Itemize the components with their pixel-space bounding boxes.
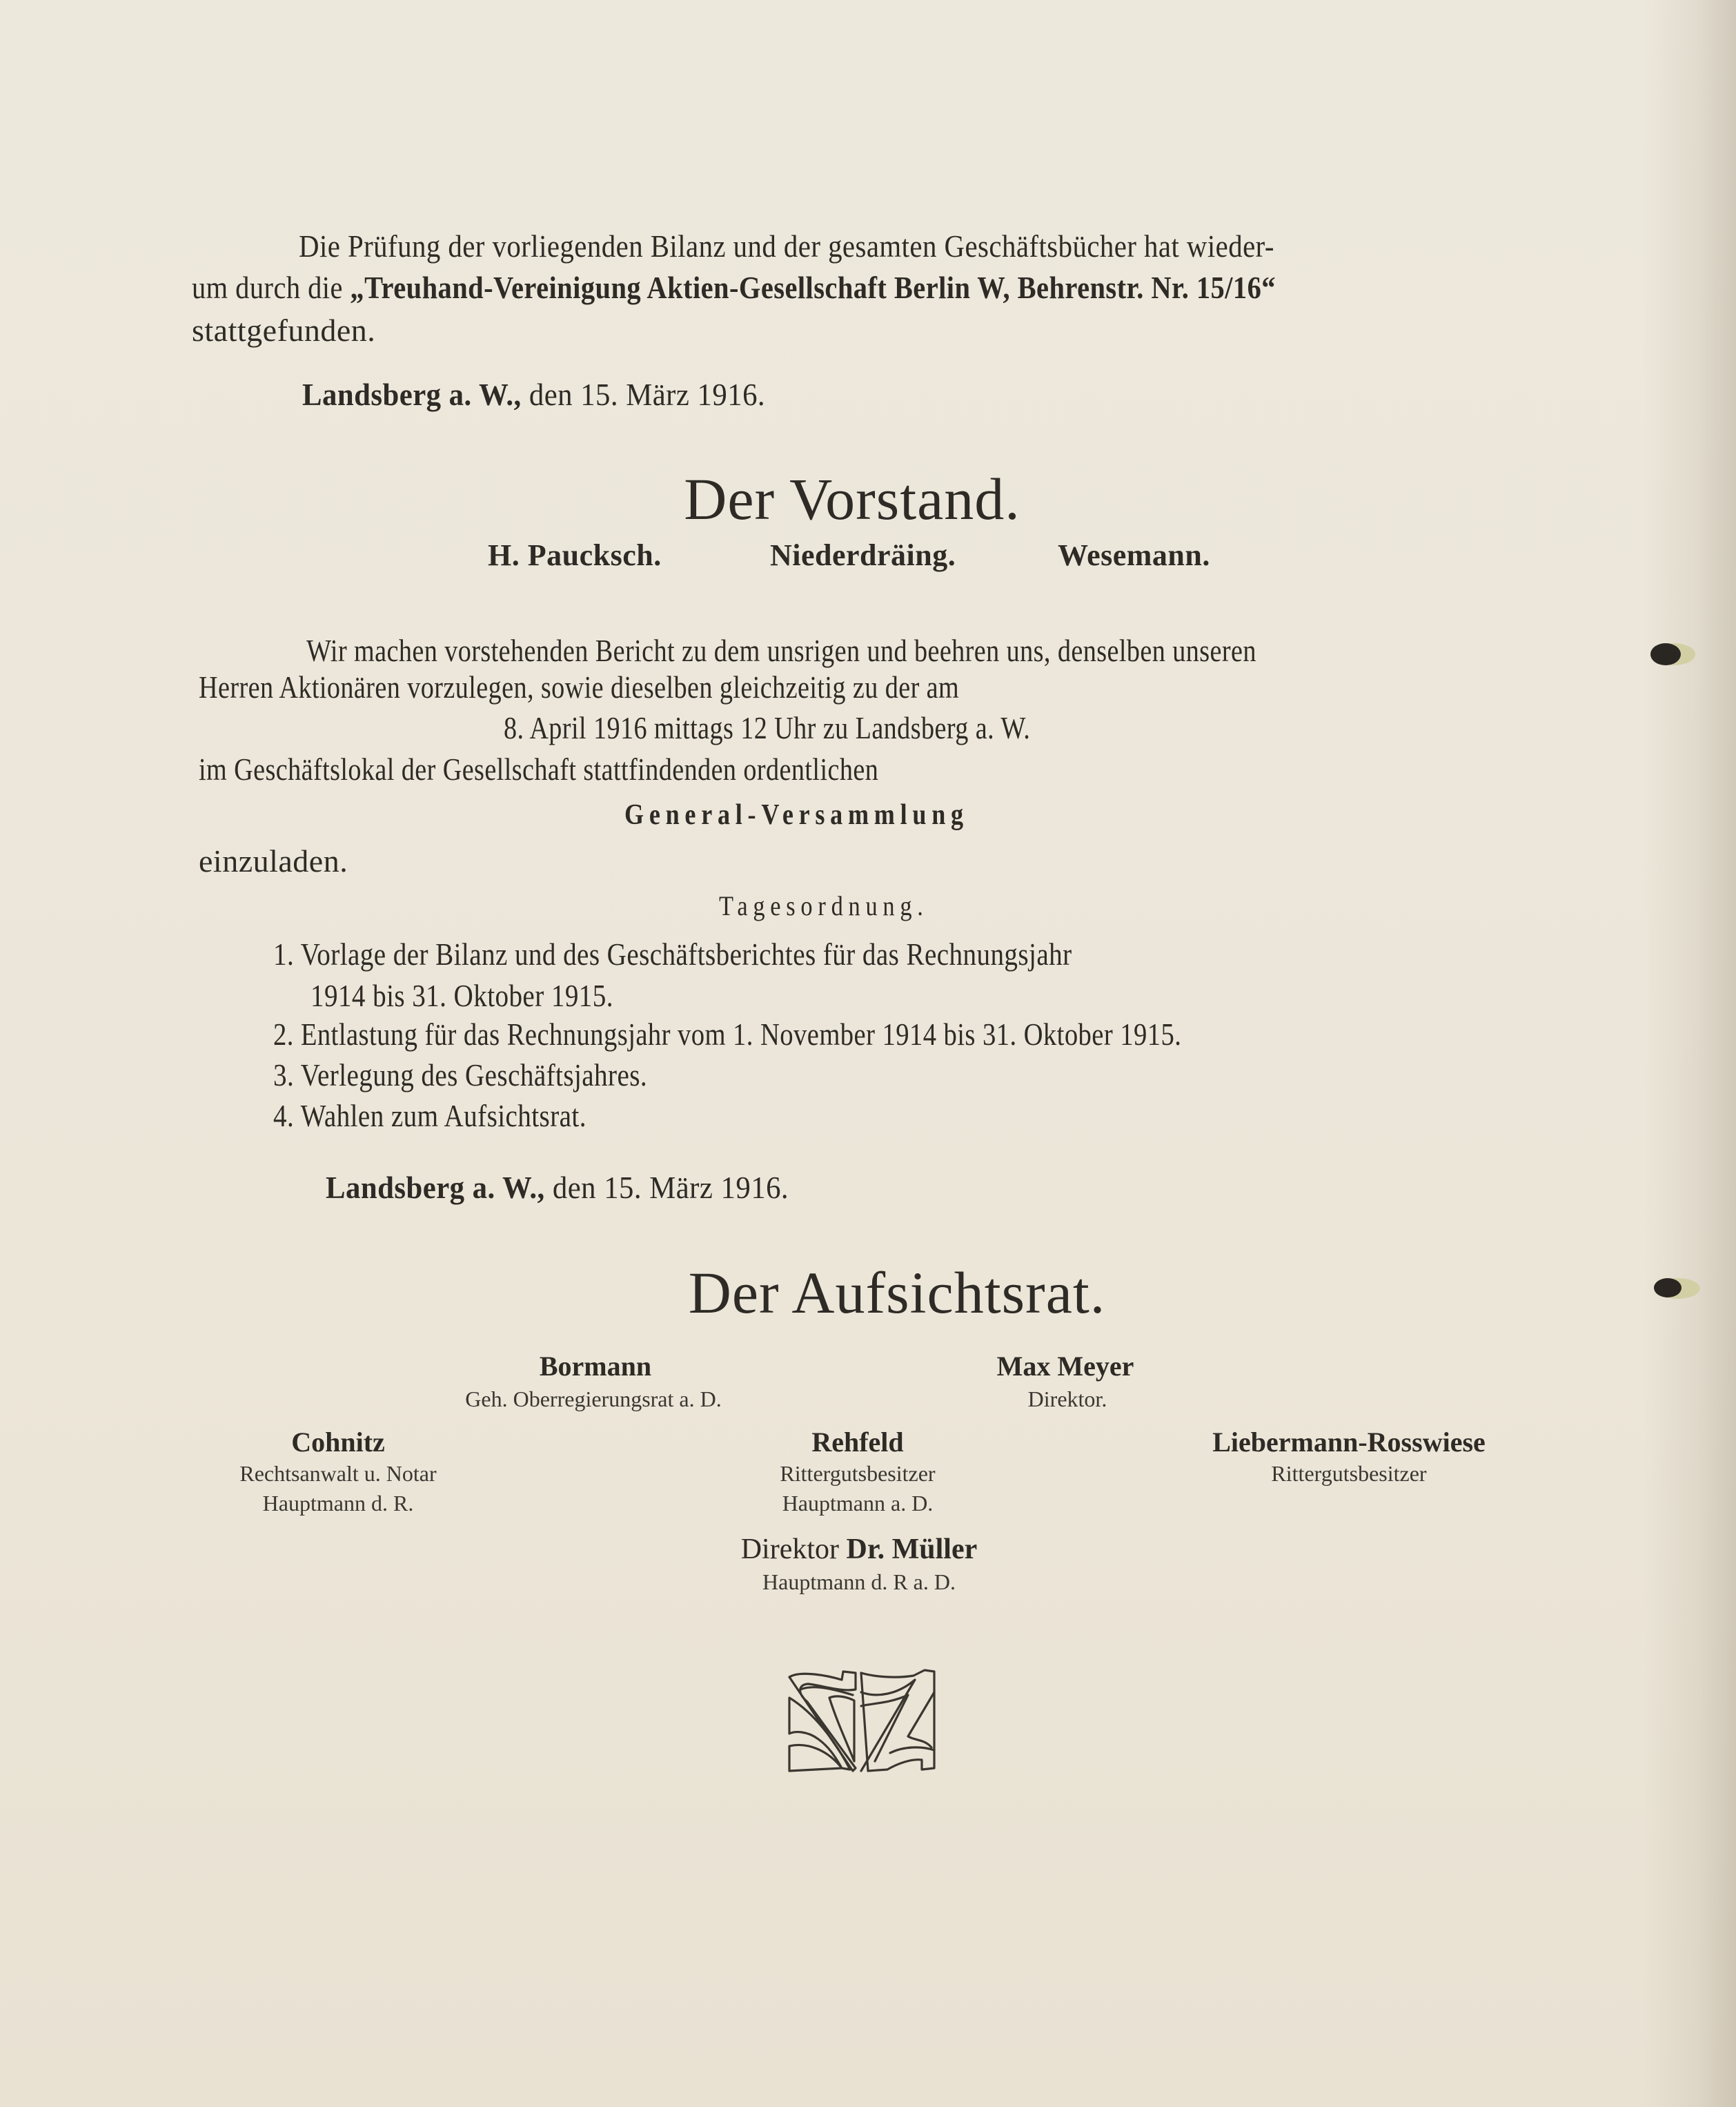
agenda-title: Tagesordnung. [719, 890, 929, 921]
vorstand-member-1: H. Paucksch. [488, 538, 662, 572]
general-versammlung-title: General-Versammlung [624, 799, 969, 831]
date-line-1-place: Landsberg a. W., [302, 377, 522, 412]
member-title-meyer: Direktor. [1027, 1386, 1107, 1411]
date-line-1 [302, 379, 765, 411]
member-name-mueller: Dr. Müller [846, 1533, 978, 1565]
agenda-item-3: 3. Verlegung des Geschäftsjahres. [273, 1057, 648, 1092]
member-title-bormann: Geh. Oberregierungsrat a. D. [465, 1386, 722, 1411]
date-line-2 [326, 1172, 789, 1204]
date-line-1-date: den 15. März 1916. [529, 377, 766, 412]
punch-hole-2 [1654, 1278, 1681, 1297]
audit-line-2-prefix: um durch die [192, 270, 351, 305]
vorstand-member-2: Niederdräing. [770, 538, 956, 572]
member-title-rehfeld-1: Rittergutsbesitzer [780, 1461, 936, 1486]
member-name-mueller-prefix: Direktor [740, 1533, 840, 1565]
aufsichtsrat-heading: Der Aufsichtsrat. [688, 1260, 1106, 1326]
member-name-rehfeld: Rehfeld [811, 1427, 904, 1458]
punch-hole-1 [1650, 643, 1681, 665]
meeting-date-line: 8. April 1916 mittags 12 Uhr zu Landsberg a. W. [504, 710, 1031, 745]
member-title-rehfeld-2: Hauptmann a. D. [782, 1491, 934, 1516]
agenda-item-1-continuation: 1914 bis 31. Oktober 1915. [310, 978, 613, 1013]
member-title-mueller: Hauptmann d. R a. D. [762, 1569, 956, 1594]
agenda-item-4: 4. Wahlen zum Aufsichtsrat. [273, 1098, 586, 1133]
vorstand-member-3: Wesemann. [1058, 538, 1210, 572]
member-name-cohnitz: Cohnitz [291, 1427, 385, 1458]
audit-line-2 [192, 272, 1276, 304]
auditor-name: „Treuhand-Vereinigung Aktien-Gesellschaft Berlin W, Behrenstr. Nr. 15/16“ [350, 270, 1276, 305]
agenda-item-2: 2. Entlastung für das Rechnungsjahr vom 1. November 1914 bis 31. Oktober 1915. [273, 1017, 1182, 1052]
date-line-2-place: Landsberg a. W., [326, 1170, 545, 1205]
member-title-cohnitz-2: Hauptmann d. R. [262, 1491, 414, 1516]
date-line-2-date: den 15. März 1916. [552, 1170, 789, 1205]
invitation-line-1: Wir machen vorstehenden Bericht zu dem unsrigen und beehren uns, denselben unseren [306, 633, 1256, 668]
member-title-liebermann: Rittergutsbesitzer [1271, 1461, 1427, 1486]
member-name-bormann: Bormann [539, 1351, 652, 1382]
invitation-line-2: Herren Aktionären vorzulegen, sowie dieselben gleichzeitig zu der am [199, 669, 960, 705]
audit-line-3: stattgefunden. [192, 313, 376, 348]
agenda-item-1: 1. Vorlage der Bilanz und des Geschäftsberichtes für das Rechnungsjahr [273, 937, 1072, 972]
member-name-meyer: Max Meyer [996, 1351, 1134, 1382]
audit-line-1: Die Prüfung der vorliegenden Bilanz und der gesamten Geschäftsbücher hat wieder- [299, 228, 1274, 264]
vorstand-heading: Der Vorstand. [684, 466, 1020, 532]
invitation-line-5: einzuladen. [199, 843, 348, 879]
member-name-mueller-line [741, 1535, 978, 1564]
member-title-cohnitz-1: Rechtsanwalt u. Notar [239, 1461, 437, 1486]
invitation-line-4: im Geschäftslokal der Gesellschaft stattfindenden ordentlichen [199, 752, 879, 787]
art-nouveau-vignette-icon [787, 1665, 938, 1774]
member-name-liebermann: Liebermann-Rosswiese [1212, 1427, 1486, 1458]
